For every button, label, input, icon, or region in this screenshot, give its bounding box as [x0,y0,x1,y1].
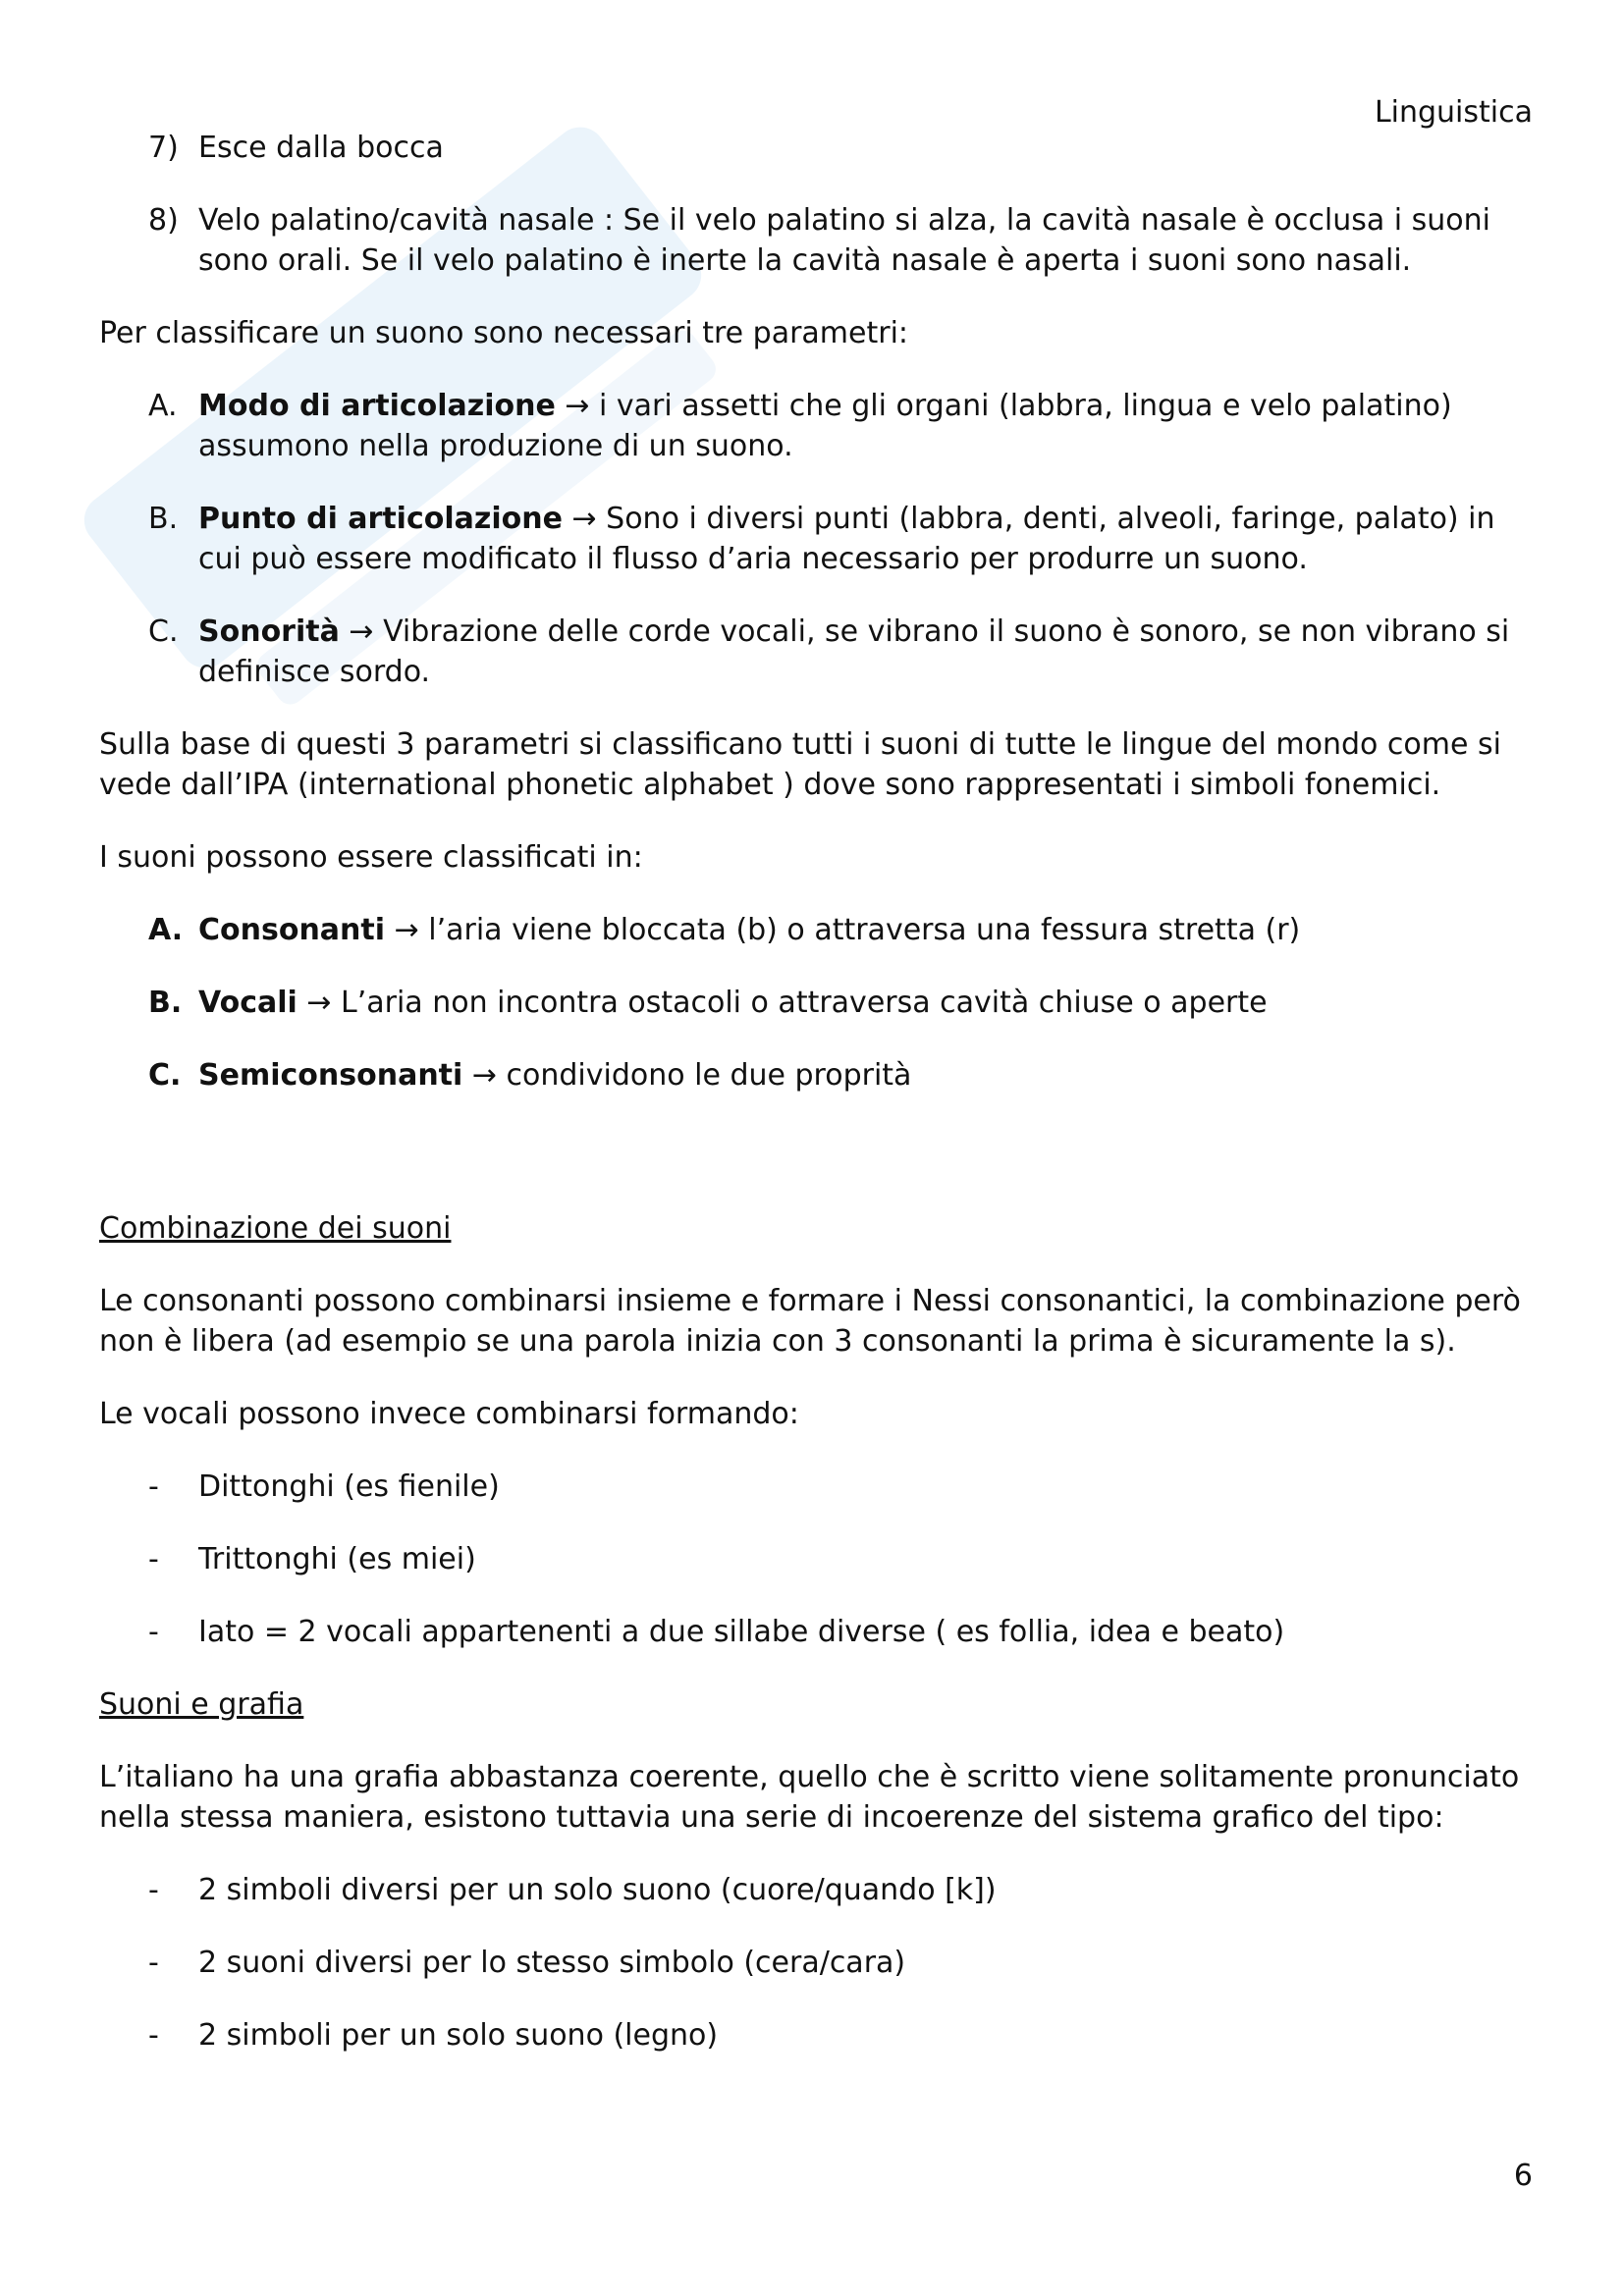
section-heading: Suoni e grafia [99,1687,304,1722]
item-marker: - [148,1615,159,1649]
page-content [99,128,1542,2056]
item-definition: → Sono i diversi punti (labbra, denti, alveoli, faringe, palato) in cui può essere modificato il flusso d’aria necessario per produrre un suono. [198,502,1495,576]
item-marker: - [148,1469,159,1504]
item-marker: B. [148,502,179,536]
item-term: Semiconsonanti [198,1058,463,1093]
lettered-item [99,1055,1542,1095]
item-term: Punto di articolazione [198,502,563,536]
bullet-item [99,1467,1542,1507]
paragraph: Per classificare un suono sono necessari tre parametri: [99,316,909,350]
numbered-item [99,128,1542,168]
numbered-item [99,200,1542,281]
paragraph: Le consonanti possono combinarsi insieme e formare i Nessi consonantici, la combinazione però non è libera (ad esempio se una parola inizia con 3 consonanti la prima è sicuramente la s). [99,1284,1521,1359]
paragraph: L’italiano ha una grafia abbastanza coerente, quello che è scritto viene solitamente pronunciato nella stessa maniera, esistono tuttavia una serie di incoerenze del sistema grafico del tipo: [99,1760,1520,1835]
page-number: 6 [1513,2159,1533,2193]
bullet-item [99,2015,1542,2056]
item-text [198,612,1542,692]
bullet-item [99,1539,1542,1579]
item-definition: → l’aria viene bloccata (b) o attraversa una fessura stretta (r) [385,913,1301,947]
section-heading: Combinazione dei suoni [99,1211,452,1246]
item-term: Consonanti [198,913,386,947]
bullet-item [99,1870,1542,1910]
lettered-item [99,983,1542,1023]
lettered-item [99,499,1542,579]
lettered-item [99,910,1542,950]
lettered-item [99,386,1542,466]
bullet-item [99,1943,1542,1983]
paragraph: Sulla base di questi 3 parametri si classificano tutti i suoni di tutte le lingue del mondo come si vede dall’IPA (international phonetic alphabet ) dove sono rappresentati i simboli fonemici. [99,727,1501,802]
item-text [198,386,1542,466]
lettered-item [99,612,1542,692]
item-text [198,910,1542,950]
item-definition: → i vari assetti che gli organi (labbra, lingua e velo palatino) assumono nella produzione di un suono. [198,389,1452,463]
item-definition: → L’aria non incontra ostacoli o attraversa cavità chiuse o aperte [297,986,1268,1020]
paragraph: Le vocali possono invece combinarsi formando: [99,1397,799,1431]
running-header: Linguistica [1374,95,1533,130]
item-text: Dittonghi (es fienile) [198,1469,500,1504]
item-marker: - [148,1542,159,1576]
bullet-item [99,1612,1542,1652]
item-marker: C. [148,1058,182,1093]
item-marker: 7) [148,131,179,165]
item-definition: → Vibrazione delle corde vocali, se vibrano il suono è sonoro, se non vibrano si definisce sordo. [198,614,1510,689]
item-text: Iato = 2 vocali appartenenti a due sillabe diverse ( es follia, idea e beato) [198,1615,1285,1649]
item-text [198,983,1542,1023]
item-marker: - [148,1946,159,1980]
item-text [198,1055,1542,1095]
item-text: Trittonghi (es miei) [198,1542,476,1576]
item-marker: - [148,1873,159,1907]
paragraph: I suoni possono essere classificati in: [99,840,643,875]
item-marker: - [148,2018,159,2053]
item-term: Modo di articolazione [198,389,556,423]
item-definition: → condividono le due proprità [462,1058,912,1093]
item-text: 2 simboli diversi per un solo suono (cuore/quando [k]) [198,1873,997,1907]
item-term: Vocali [198,986,298,1020]
item-text: 2 simboli per un solo suono (legno) [198,2018,719,2053]
item-term: Sonorità [198,614,340,649]
item-marker: A. [148,913,184,947]
item-text: 2 suoni diversi per lo stesso simbolo (cera/cara) [198,1946,906,1980]
item-marker: B. [148,986,183,1020]
item-text: Esce dalla bocca [198,131,444,165]
item-marker: 8) [148,203,179,238]
item-marker: A. [148,389,178,423]
item-text: Velo palatino/cavità nasale : Se il velo palatino si alza, la cavità nasale è occlusa i suoni sono orali. Se il velo palatino è inerte la cavità nasale è aperta i suoni sono nasali. [198,203,1490,278]
item-marker: C. [148,614,179,649]
item-text [198,499,1542,579]
